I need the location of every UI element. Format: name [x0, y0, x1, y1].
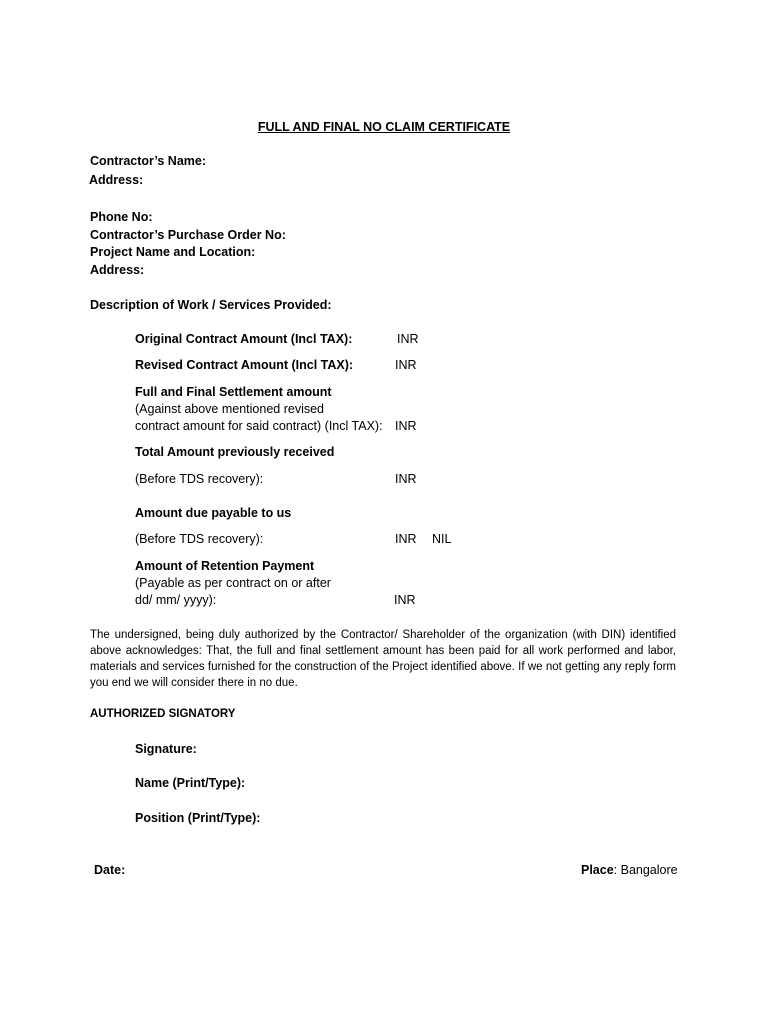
due-amount-note: (Before TDS recovery): — [135, 532, 264, 546]
name-label: Name (Print/Type): — [135, 776, 246, 790]
due-amount-value: NIL — [432, 532, 452, 546]
authorized-signatory-heading: AUTHORIZED SIGNATORY — [90, 708, 236, 720]
retention-amount-note-2: dd/ mm/ yyyy): — [135, 593, 217, 607]
place-field — [581, 862, 678, 879]
place-label: Place — [581, 863, 614, 877]
phone-label: Phone No: — [90, 210, 153, 224]
po-number-label: Contractor’s Purchase Order No: — [90, 228, 286, 242]
previous-amount-label: Total Amount previously received — [135, 445, 335, 459]
revised-amount-label: Revised Contract Amount (Incl TAX): — [135, 358, 354, 372]
declaration-paragraph: The undersigned, being duly authorized by the Contractor/ Shareholder of the organization (with DIN) identified above acknowledges: That, the full and final settlement amount has been paid for all work performed and labor, materials and services furnished for the construction of the Project identified above. If we not getting any reply form you end we will consider there in no due. — [90, 629, 676, 689]
retention-amount-label: Amount of Retention Payment — [135, 559, 315, 573]
previous-amount-currency: INR — [395, 472, 417, 486]
contractor-name-label: Contractor’s Name: — [90, 154, 206, 168]
place-value: : Bangalore — [613, 863, 678, 877]
address-label: Address: — [89, 173, 144, 187]
description-label: Description of Work / Services Provided: — [90, 298, 332, 312]
original-amount-currency: INR — [397, 332, 419, 346]
signature-label: Signature: — [135, 742, 197, 756]
revised-amount-currency: INR — [395, 358, 417, 372]
settlement-amount-note-1: (Against above mentioned revised — [135, 402, 325, 416]
document-title: FULL AND FINAL NO CLAIM CERTIFICATE — [257, 120, 511, 134]
settlement-amount-currency: INR — [395, 419, 417, 433]
date-label: Date: — [94, 863, 126, 877]
project-label: Project Name and Location: — [90, 245, 256, 259]
previous-amount-note: (Before TDS recovery): — [135, 472, 264, 486]
retention-amount-currency: INR — [394, 593, 416, 607]
position-label: Position (Print/Type): — [135, 811, 261, 825]
due-amount-label: Amount due payable to us — [135, 506, 292, 520]
retention-amount-note-1: (Payable as per contract on or after — [135, 576, 331, 590]
settlement-amount-note-2: contract amount for said contract) (Incl TAX): — [135, 419, 383, 433]
due-amount-currency: INR — [395, 532, 417, 546]
project-address-label: Address: — [90, 263, 145, 277]
original-amount-label: Original Contract Amount (Incl TAX): — [135, 332, 353, 346]
settlement-amount-label: Full and Final Settlement amount — [135, 385, 332, 399]
